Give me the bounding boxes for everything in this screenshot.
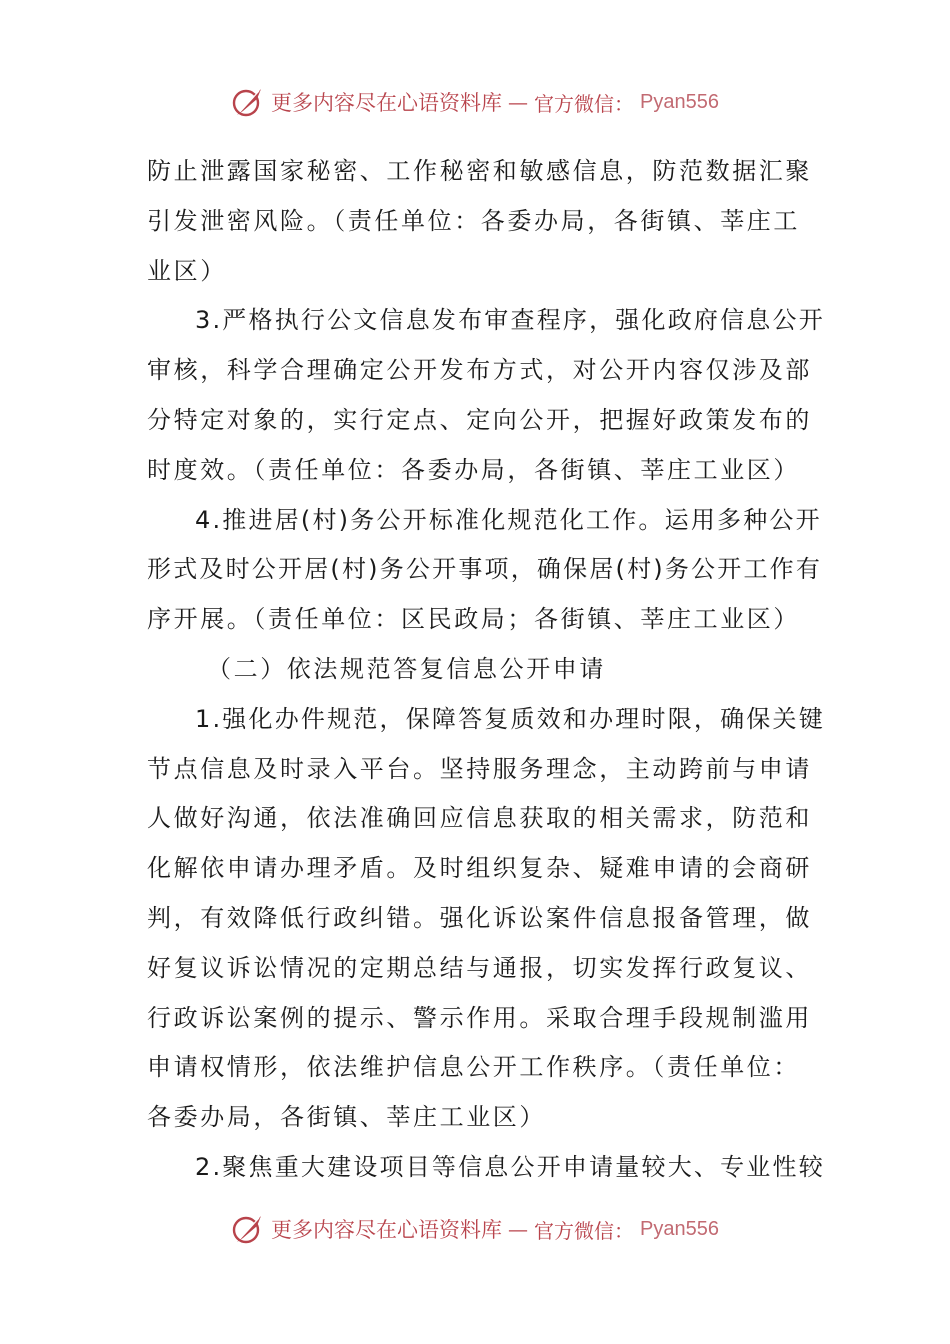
watermark-account: Pyan556 (640, 90, 719, 113)
quill-logo-icon (231, 85, 265, 119)
text-line: 4.推进居(村)务公开标准化规范化工作。运用多种公开 (195, 505, 822, 534)
document-body (147, 147, 825, 1193)
text-line: 节点信息及时录入平台。坚持服务理念，主动跨前与申请 (147, 754, 812, 783)
text-line: 行政诉讼案例的提示、警示作用。采取合理手段规制滥用 (147, 1003, 812, 1032)
watermark-footer (0, 1211, 950, 1247)
text-line: 业区） (147, 256, 227, 285)
section-heading: （二）依法规范答复信息公开申请 (207, 654, 606, 683)
text-line: 好复议诉讼情况的定期总结与通报，切实发挥行政复议、 (147, 953, 812, 982)
watermark-brand: 更多内容尽在心语资料库 (271, 1218, 503, 1242)
quill-logo-icon (231, 1212, 265, 1246)
text-line: 化解依申请办理矛盾。及时组织复杂、疑难申请的会商研 (147, 854, 812, 883)
text-line: 人做好沟通，依法准确回应信息获取的相关需求，防范和 (147, 804, 812, 833)
text-line: 序开展。（责任单位：区民政局；各街镇、莘庄工业区） (147, 605, 800, 634)
text-line: 3.严格执行公文信息发布审查程序，强化政府信息公开 (195, 306, 825, 335)
watermark-account: Pyan556 (640, 1217, 719, 1240)
text-line: 审核，科学合理确定公开发布方式，对公开内容仅涉及部 (147, 356, 812, 385)
watermark-dash: — (508, 1217, 529, 1241)
text-line: 各委办局，各街镇、莘庄工业区） (147, 1103, 546, 1132)
watermark-dash: — (508, 90, 529, 114)
text-line: 申请权情形，依法维护信息公开工作秩序。（责任单位： (147, 1053, 800, 1082)
text-line: 判，有效降低行政纠错。强化诉讼案件信息报备管理，做 (147, 903, 812, 932)
watermark-label: 官方微信： (534, 1218, 635, 1243)
text-line: 2.聚焦重大建设项目等信息公开申请量较大、专业性较 (195, 1152, 825, 1181)
text-line: 1.强化办件规范，保障答复质效和办理时限，确保关键 (195, 704, 825, 733)
text-line: 分特定对象的，实行定点、定向公开，把握好政策发布的 (147, 405, 812, 434)
watermark-label: 官方微信： (534, 91, 635, 116)
watermark-brand: 更多内容尽在心语资料库 (271, 91, 503, 115)
text-line: 防止泄露国家秘密、工作秘密和敏感信息，防范数据汇聚 (147, 157, 812, 185)
text-line: 引发泄密风险。（责任单位：各委办局，各街镇、莘庄工 (147, 206, 800, 235)
text-line: 时度效。（责任单位：各委办局，各街镇、莘庄工业区） (147, 455, 800, 484)
watermark-header (0, 84, 950, 120)
text-line: 形式及时公开居(村)务公开事项，确保居(村)务公开工作有 (147, 555, 823, 584)
